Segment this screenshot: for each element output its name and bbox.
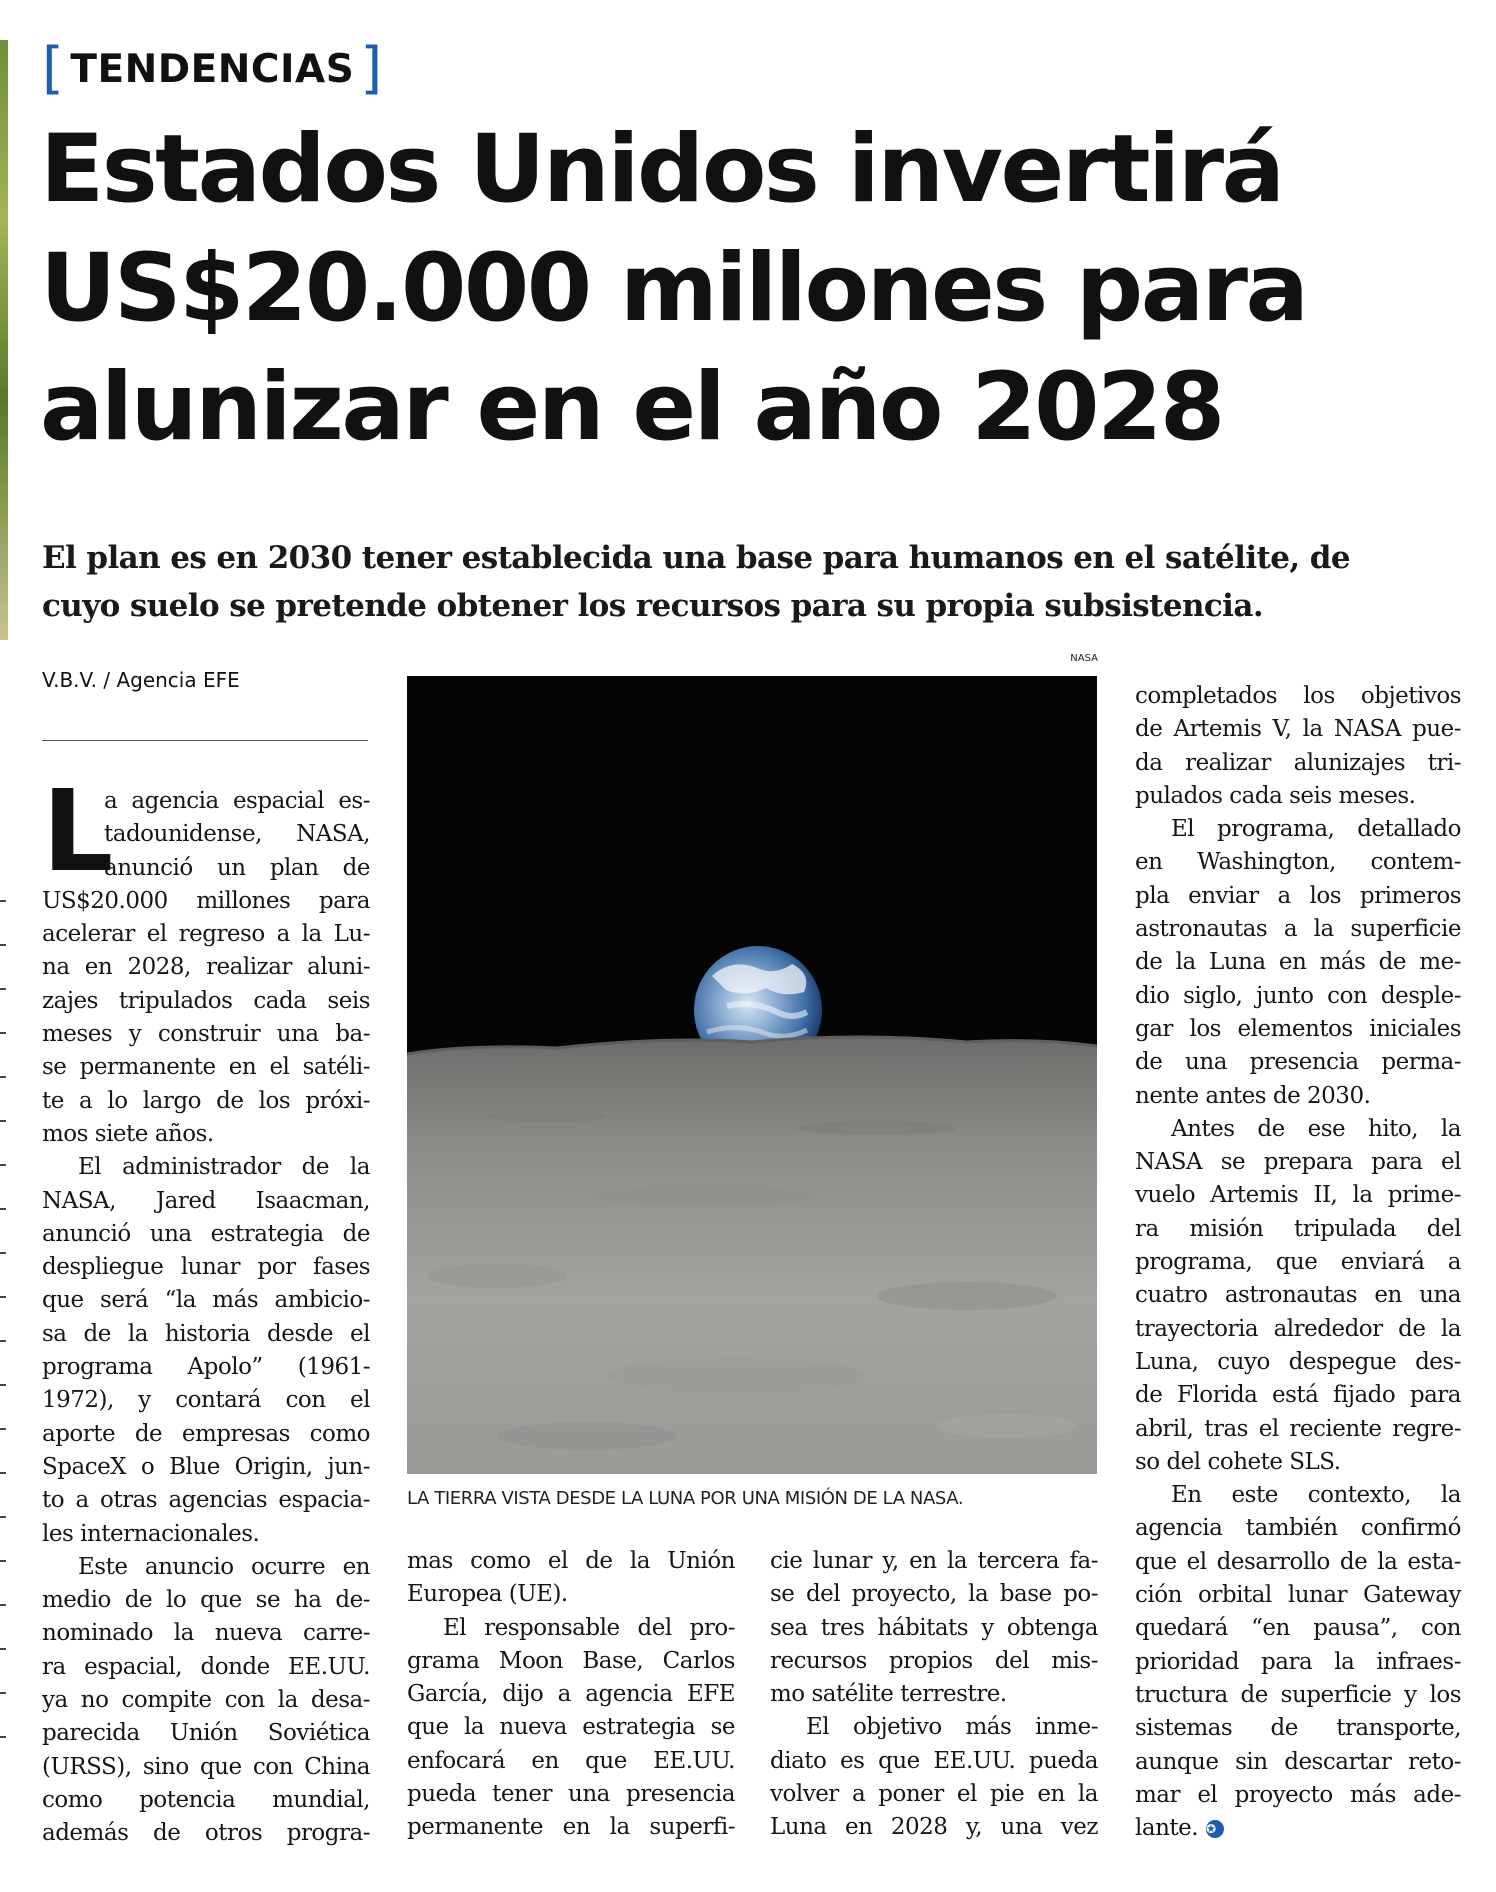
text-line: Luna, cuyo despegue des-	[1135, 1348, 1461, 1375]
subheadline-line: El plan es en 2030 tener establecida una base para humanos en el satélite, de	[42, 540, 1350, 576]
text-line: ya no compite con la desa-	[42, 1687, 370, 1714]
article-column-4	[1135, 680, 1461, 1845]
photo-credit: NASA	[1070, 653, 1098, 664]
text-line: nominado la nueva carre-	[42, 1620, 370, 1647]
text-line: mo satélite terrestre.	[770, 1681, 1007, 1708]
text-line: quedará “en pausa”, con	[1135, 1615, 1461, 1642]
text-line: ción orbital lunar Gateway	[1135, 1582, 1461, 1609]
text-line: programa, que enviará a	[1135, 1249, 1461, 1276]
text-line: en Washington, contem-	[1135, 849, 1461, 876]
subheadline-line: cuyo suelo se pretende obtener los recursos para su propia subsistencia.	[42, 588, 1264, 624]
text-line: además de otros progra-	[42, 1820, 370, 1847]
open-bracket-icon: [	[42, 36, 65, 101]
text-line: de una presencia perma-	[1135, 1049, 1461, 1076]
text-line: diato es que EE.UU. pueda	[770, 1747, 1098, 1774]
text-line: astronautas a la superficie	[1135, 916, 1461, 943]
text-line: se del proyecto, la base po-	[770, 1581, 1098, 1608]
text-line: sa de la historia desde el	[42, 1320, 370, 1347]
text-line: volver a poner el pie en la	[770, 1781, 1098, 1808]
text-line: so del cohete SLS.	[1135, 1448, 1341, 1475]
text-line: que la nueva estrategia se	[407, 1714, 735, 1741]
text-line: to a otras agencias espacia-	[42, 1487, 370, 1514]
text-line: Luna en 2028 y, una vez	[770, 1814, 1098, 1841]
text-line: cie lunar y, en la tercera fa-	[770, 1548, 1098, 1574]
headline-line: Estados Unidos invertirá	[40, 115, 1283, 224]
text-line: El responsable del pro-	[443, 1614, 735, 1641]
text-line: US$20.000 millones para	[42, 887, 370, 914]
text-line: te a lo largo de los próxi-	[42, 1087, 370, 1114]
text-line: programa Apolo” (1961-	[42, 1354, 370, 1381]
adjacent-page-marks	[0, 900, 10, 1800]
text-line: grama Moon Base, Carlos	[407, 1647, 735, 1674]
text-line: mar el proyecto más ade-	[1135, 1781, 1461, 1808]
text-line: mas como el de la Unión	[407, 1548, 735, 1574]
adjacent-page-edge	[0, 40, 8, 640]
end-of-article-icon: ✪	[1206, 1820, 1224, 1838]
subheadline	[42, 534, 1462, 630]
section-tag	[42, 36, 383, 101]
text-line: despliegue lunar por fases	[42, 1254, 370, 1281]
text-line: NASA se prepara para el	[1135, 1149, 1461, 1176]
text-line: se permanente en el satéli-	[42, 1054, 370, 1081]
text-line: 1972), y contará con el	[42, 1387, 370, 1414]
text-line: Europea (UE).	[407, 1581, 568, 1608]
article-column-2	[407, 1545, 735, 1845]
text-line: dio siglo, junto con desple-	[1135, 982, 1461, 1009]
text-line: de Artemis V, la NASA pue-	[1135, 716, 1461, 743]
text-line: completados los objetivos	[1135, 683, 1461, 709]
text-line: tadounidense, NASA,	[104, 821, 370, 848]
text-line: NASA, Jared Isaacman,	[42, 1187, 370, 1214]
photo-caption: LA TIERRA VISTA DESDE LA LUNA POR UNA MISIÓN DE LA NASA.	[407, 1488, 964, 1509]
earthrise-photo	[407, 676, 1097, 1474]
headline-line: US$20.000 millones para	[40, 234, 1307, 343]
text-line: enfocará en que EE.UU.	[407, 1747, 735, 1774]
text-line: que el desarrollo de la esta-	[1135, 1548, 1461, 1575]
text-line: agencia también confirmó	[1135, 1515, 1461, 1542]
text-line: El objetivo más inme-	[806, 1714, 1098, 1741]
text-line: vuelo Artemis II, la prime-	[1135, 1182, 1461, 1209]
byline-divider	[42, 740, 368, 741]
text-line: pueda tener una presencia	[407, 1781, 735, 1808]
headline	[40, 110, 1460, 467]
text-line: ra misión tripulada del	[1135, 1215, 1461, 1242]
text-line: nente antes de 2030.	[1135, 1082, 1371, 1109]
drop-cap: L	[42, 767, 114, 897]
text-line: na en 2028, realizar aluni-	[42, 954, 370, 981]
text-line: de Florida está fijado para	[1135, 1382, 1461, 1409]
text-line: a agencia espacial es-	[104, 788, 370, 814]
text-line: aunque sin descartar reto-	[1135, 1748, 1461, 1775]
text-line: aporte de empresas como	[42, 1420, 370, 1447]
text-line: como potencia mundial,	[42, 1786, 370, 1813]
text-line: acelerar el regreso a la Lu-	[42, 921, 370, 948]
text-line: de la Luna en más de me-	[1135, 949, 1461, 976]
text-line: El administrador de la	[78, 1154, 370, 1181]
earthrise-image	[407, 676, 1097, 1474]
text-line: SpaceX o Blue Origin, jun-	[42, 1453, 370, 1480]
text-line: anunció un plan de	[104, 854, 370, 881]
text-line: que será “la más ambicio-	[42, 1287, 370, 1314]
text-line: les internacionales.	[42, 1520, 260, 1547]
text-line: Antes de ese hito, la	[1171, 1115, 1461, 1142]
text-line: lante.	[1135, 1815, 1199, 1842]
text-line: sistemas de transporte,	[1135, 1715, 1461, 1742]
text-line: (URSS), sino que con China	[42, 1753, 370, 1780]
text-line: pla enviar a los primeros	[1135, 882, 1461, 909]
text-line: trayectoria alrededor de la	[1135, 1315, 1461, 1342]
text-line: ra espacial, donde EE.UU.	[42, 1653, 370, 1680]
text-line: meses y construir una ba-	[42, 1021, 370, 1048]
article-column-1	[42, 767, 370, 1851]
close-bracket-icon: ]	[360, 36, 383, 101]
article-column-3	[770, 1545, 1098, 1845]
text-line: cuatro astronautas en una	[1135, 1282, 1461, 1309]
text-line: Este anuncio ocurre en	[78, 1553, 370, 1580]
text-line: anunció una estrategia de	[42, 1220, 370, 1247]
text-line: sea tres hábitats y obtenga	[770, 1614, 1098, 1641]
text-line: mos siete años.	[42, 1120, 214, 1147]
text-line: parecida Unión Soviética	[42, 1720, 370, 1747]
text-line: gar los elementos iniciales	[1135, 1015, 1461, 1042]
section-tag-label: TENDENCIAS	[70, 46, 355, 92]
text-line: García, dijo a agencia EFE	[407, 1681, 735, 1708]
text-line: recursos propios del mis-	[770, 1647, 1098, 1674]
text-line: En este contexto, la	[1171, 1482, 1461, 1509]
headline-line: alunizar en el año 2028	[40, 353, 1223, 462]
text-line: abril, tras el reciente regre-	[1135, 1415, 1461, 1442]
text-line: da realizar alunizajes tri-	[1135, 749, 1461, 776]
text-line: pulados cada seis meses.	[1135, 782, 1416, 809]
text-line: medio de lo que se ha de-	[42, 1587, 370, 1614]
text-line: El programa, detallado	[1171, 816, 1461, 843]
text-line: zajes tripulados cada seis	[42, 987, 370, 1014]
text-line: tructura de superficie y los	[1135, 1681, 1461, 1708]
text-line: prioridad para la infraes-	[1135, 1648, 1461, 1675]
text-line: permanente en la superfi-	[407, 1814, 735, 1841]
byline: V.B.V. / Agencia EFE	[42, 668, 240, 692]
